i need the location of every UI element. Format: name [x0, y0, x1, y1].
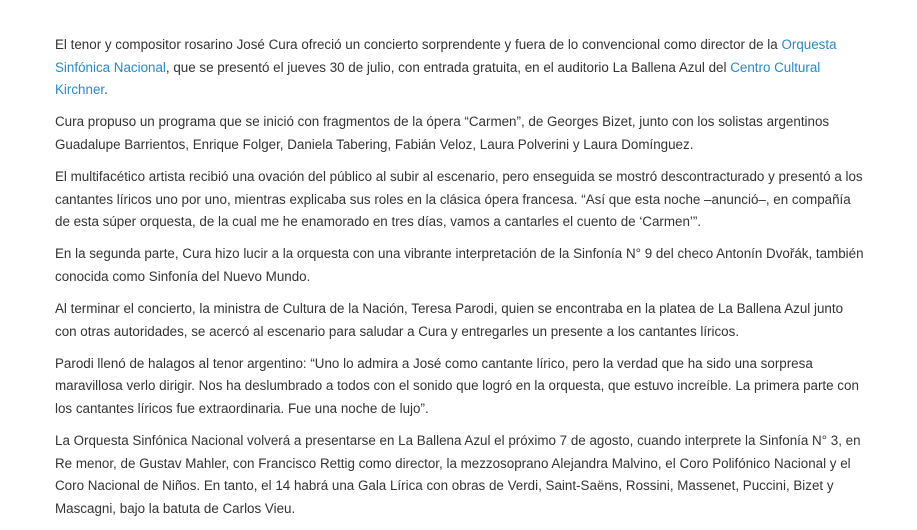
article-body: [55, 34, 867, 530]
centro-cultural-link[interactable]: Centro Cultural Kirchner: [55, 59, 821, 98]
paragraph-1-text-1: El tenor y compositor rosarino José Cura ofreció un concierto sorprendente y fuera de lo convencional como director de la: [55, 37, 782, 52]
paragraph-7: La Orquesta Sinfónica Nacional volverá a presentarse en La Ballena Azul el próximo 7 de agosto, cuando interprete la Sinfonía N° 3, en Re menor, de Gustav Mahler, con Francisco Rettig como director, la mezzosoprano Alejandra Malvino, el Coro Polifónico Nacional y el Coro Nacional de Niños. En tanto, el 14 habrá una Gala Lírica con obras de Verdi, Saint-Saëns, Rossini, Massenet, Puccini, Bizet y Mascagni, bajo la batuta de Carlos Vieu.: [55, 432, 861, 516]
paragraph-1-text-3: .: [104, 82, 108, 98]
paragraph-1-text-2: , que se presentó el jueves 30 de julio, con entrada gratuita, en el auditorio La Ballena Azul del: [165, 59, 731, 75]
paragraph-1: [55, 34, 867, 102]
paragraph-4: En la segunda parte, Cura hizo lucir a la orquesta con una vibrante interpretación de la Sinfonía N° 9 del checo Antonín Dvořák, también conocida como Sinfonía del Nuevo Mundo.: [55, 246, 864, 284]
paragraph-6: Parodi llenó de halagos al tenor argentino: “Uno lo admira a José como cantante lírico, pero la verdad que ha sido una sorpresa maravillosa verlo dirigir. Nos ha deslumbrado a todos con el sonido que logró en la orquesta, que estuvo increíble. La primera parte con los cantantes líricos fue extraordinaria. Fue una noche de lujo”.: [55, 355, 859, 416]
paragraph-3: El multifacético artista recibió una ovación del público al subir al escenario, pero enseguida se mostró descontracturado y presentó a los cantantes líricos uno por uno, mientras explicaba sus roles en la clásica ópera francesa. “Así que esta noche –anunció–, en compañía de esta súper orquesta, de la cual me he enamorado en tres días, vamos a cantarles el cuento de ‘Carmen’”.: [55, 168, 863, 230]
orquesta-sinfonica-link[interactable]: Orquesta Sinfónica Nacional: [55, 37, 837, 75]
paragraph-5: Al terminar el concierto, la ministra de Cultura de la Nación, Teresa Parodi, quien se encontraba en la platea de La Ballena Azul junto con otras autoridades, se acercó al escenario para saludar a Cura y entregarles un presente a los cantantes líricos.: [55, 300, 844, 339]
paragraph-2: Cura propuso un programa que se inició con fragmentos de la ópera “Carmen”, de Georges Bizet, junto con los solistas argentinos Guadalupe Barrientos, Enrique Folger, Daniela Tabering, Fabián Veloz, Laura Polverini y Laura Domínguez.: [55, 114, 830, 152]
